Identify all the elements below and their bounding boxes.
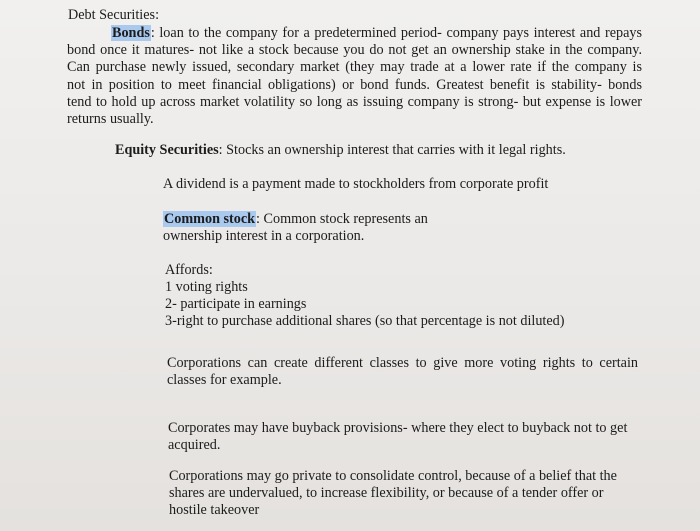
private-paragraph bbox=[169, 468, 617, 519]
private-line-3: hostile takeover bbox=[169, 502, 260, 518]
equity-label: Equity Securities bbox=[115, 142, 219, 158]
common-stock-label: Common stock bbox=[164, 211, 256, 227]
classes-line-1: Corporations can create different classes to give more voting rights to certain bbox=[167, 355, 638, 371]
bonds-line-4: not in position to meet financial obligations) or bond funds. Greatest benefit is stability- bonds bbox=[67, 76, 642, 93]
private-line-2: shares are undervalued, to increase flexibility, or because of a tender offer or bbox=[169, 485, 604, 501]
bonds-label: Bonds bbox=[112, 25, 150, 41]
private-line-1: Corporations may go private to consolidate control, because of a belief that the bbox=[169, 468, 617, 484]
affords-heading: Affords: bbox=[165, 262, 213, 278]
buyback-line-2: acquired. bbox=[168, 437, 221, 453]
bonds-line-2: bond once it matures- not like a stock because you do not get an ownership stake in the company. bbox=[67, 42, 642, 59]
common-stock-definition bbox=[163, 211, 428, 245]
bonds-line-3: Can purchase newly issued, secondary market (they may trade at a lower rate if the company is bbox=[67, 59, 642, 76]
classes-line-2: classes for example. bbox=[167, 372, 282, 389]
bonds-line-1: Bonds: loan to the company for a predetermined period- company pays interest and repays bbox=[112, 25, 642, 41]
equity-securities-line: Equity Securities: Stocks an ownership interest that carries with it legal rights. bbox=[115, 142, 566, 158]
buyback-line-1: Corporates may have buyback provisions- where they elect to buyback not to get bbox=[168, 420, 628, 436]
classes-paragraph bbox=[167, 355, 638, 389]
bonds-line-5: tend to hold up across market volatility so long as issuing company is strong- but expense is lower bbox=[67, 93, 642, 110]
affords-item: 1 voting rights bbox=[165, 279, 248, 295]
bonds-paragraph bbox=[67, 25, 642, 128]
common-stock-line-2: ownership interest in a corporation. bbox=[163, 228, 365, 244]
buyback-paragraph bbox=[168, 420, 627, 454]
common-stock-line-1: Common stock: Common stock represents an bbox=[164, 211, 428, 227]
affords-item: 2- participate in earnings bbox=[165, 296, 307, 312]
affords-list bbox=[165, 262, 565, 330]
dividend-definition: A dividend is a payment made to stockholders from corporate profit bbox=[163, 176, 549, 192]
affords-item: 3-right to purchase additional shares (so that percentage is not diluted) bbox=[165, 313, 565, 329]
debt-securities-heading: Debt Securities: bbox=[68, 7, 160, 23]
bonds-line-6: returns usually. bbox=[67, 111, 154, 128]
